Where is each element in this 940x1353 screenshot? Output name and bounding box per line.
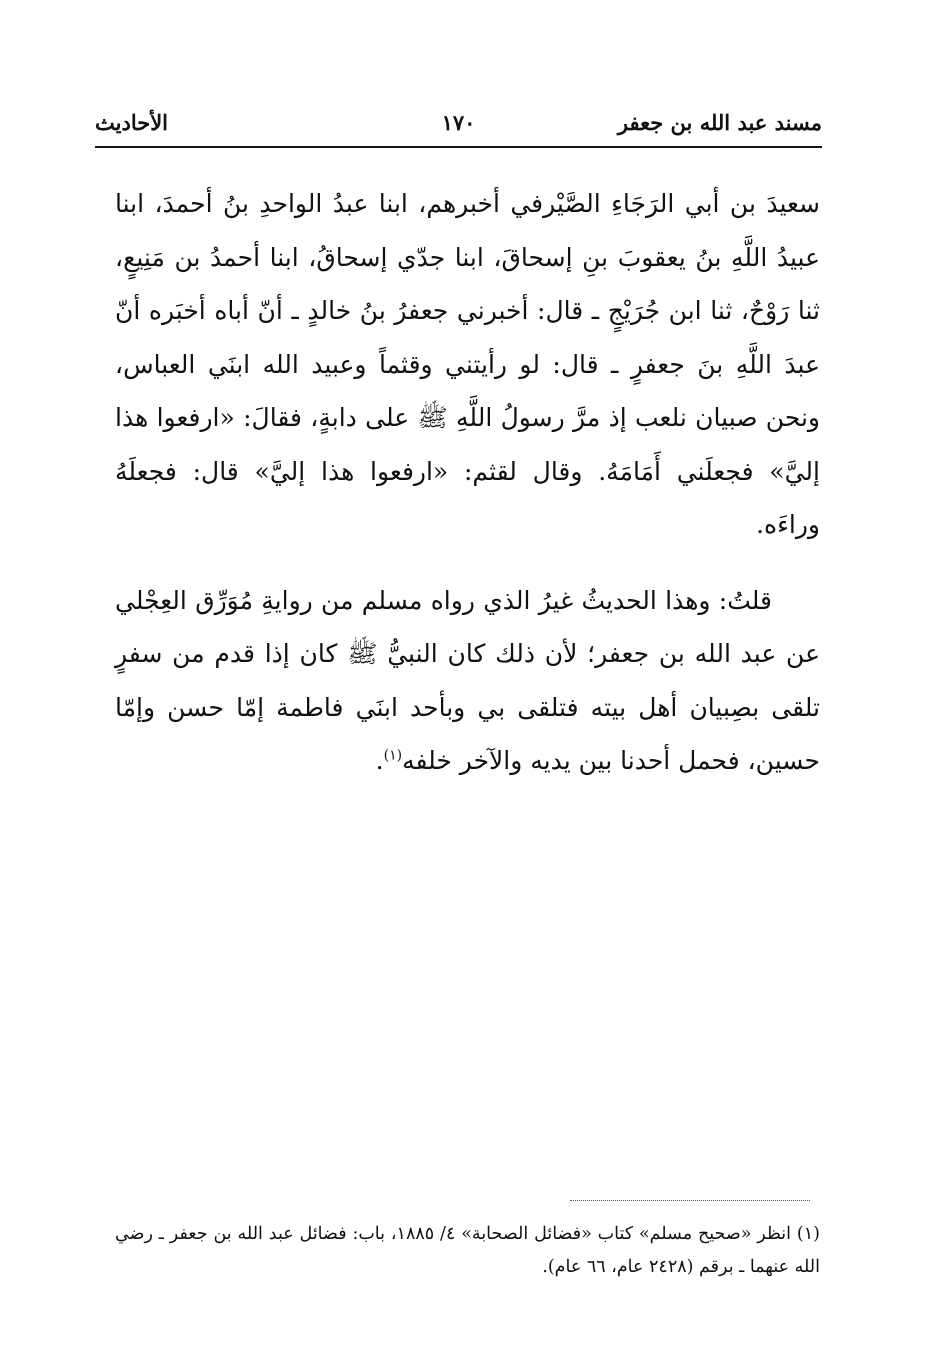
- paragraph-hadith: سعيدَ بن أبي الرَجَاءِ الصَّيْرفي أخبرهم، ابنا عبدُ الواحدِ بنُ أحمدَ، ابنا عبيدُ اللَّهِ بنُ يعقوبَ بنِ إسحاقَ، ابنا جدّي إسحاقُ، ابنا أحمدُ بن مَنِيعٍ، ثنا رَوْحٌ، ثنا ابن جُرَيْجٍ ـ قال: أخبرني جعفرُ بنُ خالدٍ ـ أنّ أباه أخبَره أنّ عبدَ اللَّهِ بنَ جعفرٍ ـ قال: لو رأيتني وقثماً وعبيد الله ابنَي العباس، ونحن صبيان نلعب إذ مرَّ رسولُ اللَّهِ ﷺ على دابةٍ، فقالَ: «ارفعوا هذا إليَّ» فجعلَني أَمَامَهُ. وقال لقثم: «ارفعوا هذا إليَّ» قال: فجعلَهُ وراءَه.: [115, 189, 820, 539]
- header-divider: [95, 146, 822, 148]
- footnote-divider: [570, 1200, 810, 1201]
- book-title: مسند عبد الله بن جعفر: [617, 110, 822, 135]
- paragraph-commentary: [115, 574, 820, 788]
- footnote-reference[interactable]: (١): [383, 747, 403, 764]
- running-header: [95, 110, 822, 148]
- commentary-end: .: [375, 746, 384, 775]
- section-title: الأحاديث: [95, 110, 169, 135]
- main-text: [115, 177, 820, 788]
- footnote-1: (١) انظر «صحيح مسلم» كتاب «فضائل الصحابة» ٤/ ١٨٨٥، باب: فضائل عبد الله بن جعفر ـ رضي الله عنهما ـ برقم (٢٤٢٨ عام، ٦٦ عام).: [115, 1224, 820, 1277]
- commentary-text: قلتُ: وهذا الحديثُ غيرُ الذي رواه مسلم من روايةِ مُوَرِّق العِجْلي عن عبد الله بن جعفر؛ لأن ذلك كان النبيُّ ﷺ كان إذا قدم من سفرٍ تلقى بصِبيان أهل بيته فتلقى بي وبأحد ابنَي فاطمة إمّا حسن وإمّا حسين، فحمل أحدنا بين يديه والآخر خلفه: [115, 585, 820, 775]
- page-number: ١٧٠: [441, 110, 476, 135]
